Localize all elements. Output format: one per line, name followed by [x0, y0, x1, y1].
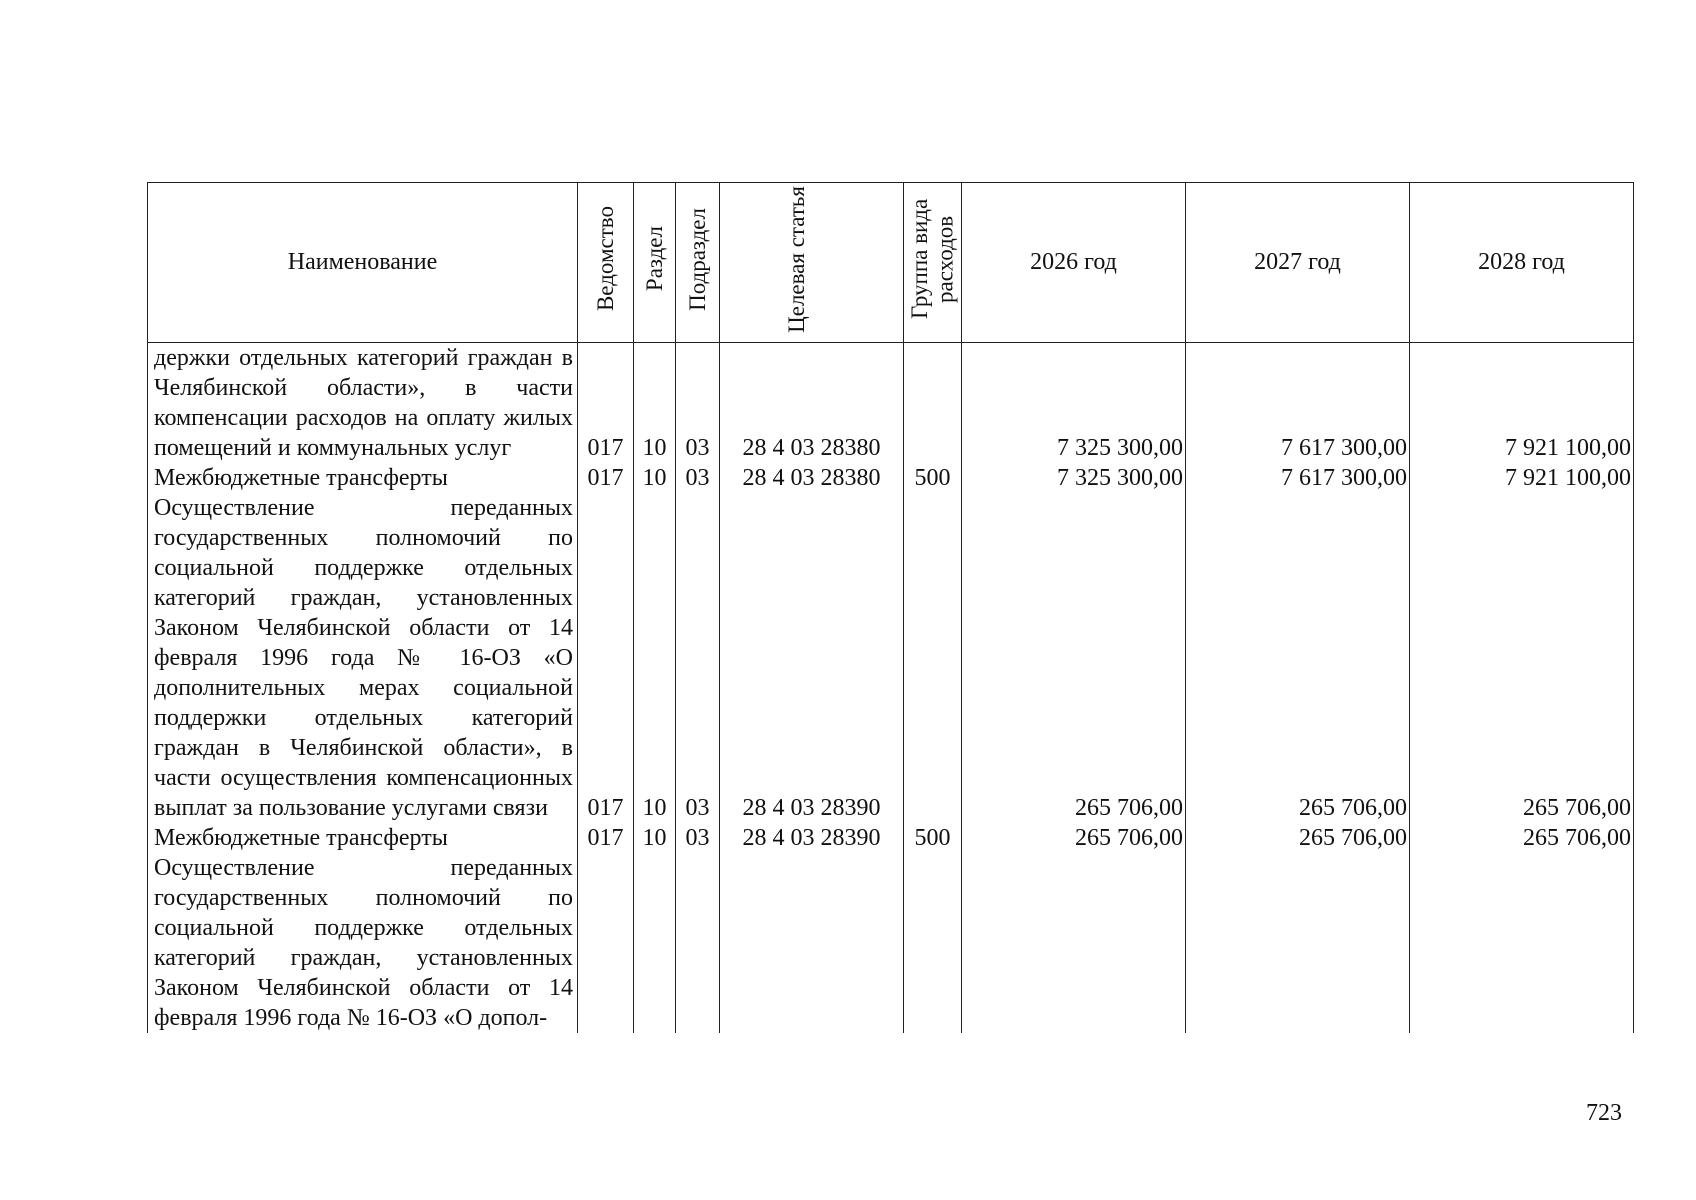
row-2027: 7 617 300,00	[1186, 343, 1410, 464]
row-name: Межбюджетные трансферты	[148, 823, 578, 853]
row-celevaya	[720, 853, 904, 1033]
header-podrazdel: Подраздел	[676, 183, 720, 343]
row-celevaya: 28 4 03 28380	[720, 463, 904, 493]
row-celevaya: 28 4 03 28390	[720, 493, 904, 823]
row-2026: 7 325 300,00	[962, 463, 1186, 493]
row-razdel: 10	[634, 493, 676, 823]
row-2026	[962, 853, 1186, 1033]
row-2028: 265 706,00	[1410, 823, 1634, 853]
row-name: Осуществление переданных государственных полномочий по социальной поддержке отдельных категорий граждан, установленных Законом Челябинской области от 14 февраля 1996 года № 16-ОЗ «О допол-	[148, 853, 578, 1033]
table-row	[148, 343, 1634, 464]
row-2028: 265 706,00	[1410, 493, 1634, 823]
row-name: держки отдельных категорий граждан в Челябинской области», в части компенсации расходов на оплату жилых помещений и коммунальных услуг	[148, 343, 578, 464]
table-row	[148, 493, 1634, 823]
row-podrazdel: 03	[676, 493, 720, 823]
row-celevaya: 28 4 03 28390	[720, 823, 904, 853]
row-razdel: 10	[634, 343, 676, 464]
page-number: 723	[1586, 1100, 1622, 1126]
header-2027: 2027 год	[1186, 183, 1410, 343]
row-podrazdel: 03	[676, 463, 720, 493]
row-2028: 7 921 100,00	[1410, 343, 1634, 464]
row-gruppa	[904, 493, 962, 823]
row-ved	[578, 853, 634, 1033]
table-row	[148, 853, 1634, 1033]
row-2028	[1410, 853, 1634, 1033]
row-podrazdel: 03	[676, 343, 720, 464]
row-gruppa: 500	[904, 823, 962, 853]
row-ved: 017	[578, 343, 634, 464]
row-ved: 017	[578, 823, 634, 853]
row-name: Межбюджетные трансферты	[148, 463, 578, 493]
row-2027: 265 706,00	[1186, 493, 1410, 823]
row-razdel: 10	[634, 463, 676, 493]
row-name: Осуществление переданных государственных полномочий по социальной поддержке отдельных категорий граждан, установленных Законом Челябинской области от 14 февраля 1996 года № 16-ОЗ «О дополнительных мерах социальной поддержки отдельных категорий граждан в Челябинской области», в части осуществления компенсационных выплат за пользование услугами связи	[148, 493, 578, 823]
row-podrazdel: 03	[676, 823, 720, 853]
header-celevaya: Целевая статья	[720, 183, 904, 343]
row-ved: 017	[578, 463, 634, 493]
header-name: Наименование	[148, 183, 578, 343]
row-2027: 265 706,00	[1186, 823, 1410, 853]
budget-table	[147, 182, 1634, 1033]
row-2027: 7 617 300,00	[1186, 463, 1410, 493]
header-razdel: Раздел	[634, 183, 676, 343]
row-ved: 017	[578, 493, 634, 823]
budget-table-sheet	[147, 182, 1633, 1033]
header-gruppa: Группа вида расходов	[904, 183, 962, 343]
header-2026: 2026 год	[962, 183, 1186, 343]
row-podrazdel	[676, 853, 720, 1033]
row-gruppa: 500	[904, 463, 962, 493]
row-2027	[1186, 853, 1410, 1033]
table-row	[148, 463, 1634, 493]
row-2026: 265 706,00	[962, 493, 1186, 823]
header-2028: 2028 год	[1410, 183, 1634, 343]
row-gruppa	[904, 343, 962, 464]
row-gruppa	[904, 853, 962, 1033]
row-razdel	[634, 853, 676, 1033]
row-2026: 265 706,00	[962, 823, 1186, 853]
row-celevaya: 28 4 03 28380	[720, 343, 904, 464]
table-row	[148, 823, 1634, 853]
row-razdel: 10	[634, 823, 676, 853]
row-2026: 7 325 300,00	[962, 343, 1186, 464]
header-ved: Ведомство	[578, 183, 634, 343]
row-2028: 7 921 100,00	[1410, 463, 1634, 493]
table-header-row	[148, 183, 1634, 343]
